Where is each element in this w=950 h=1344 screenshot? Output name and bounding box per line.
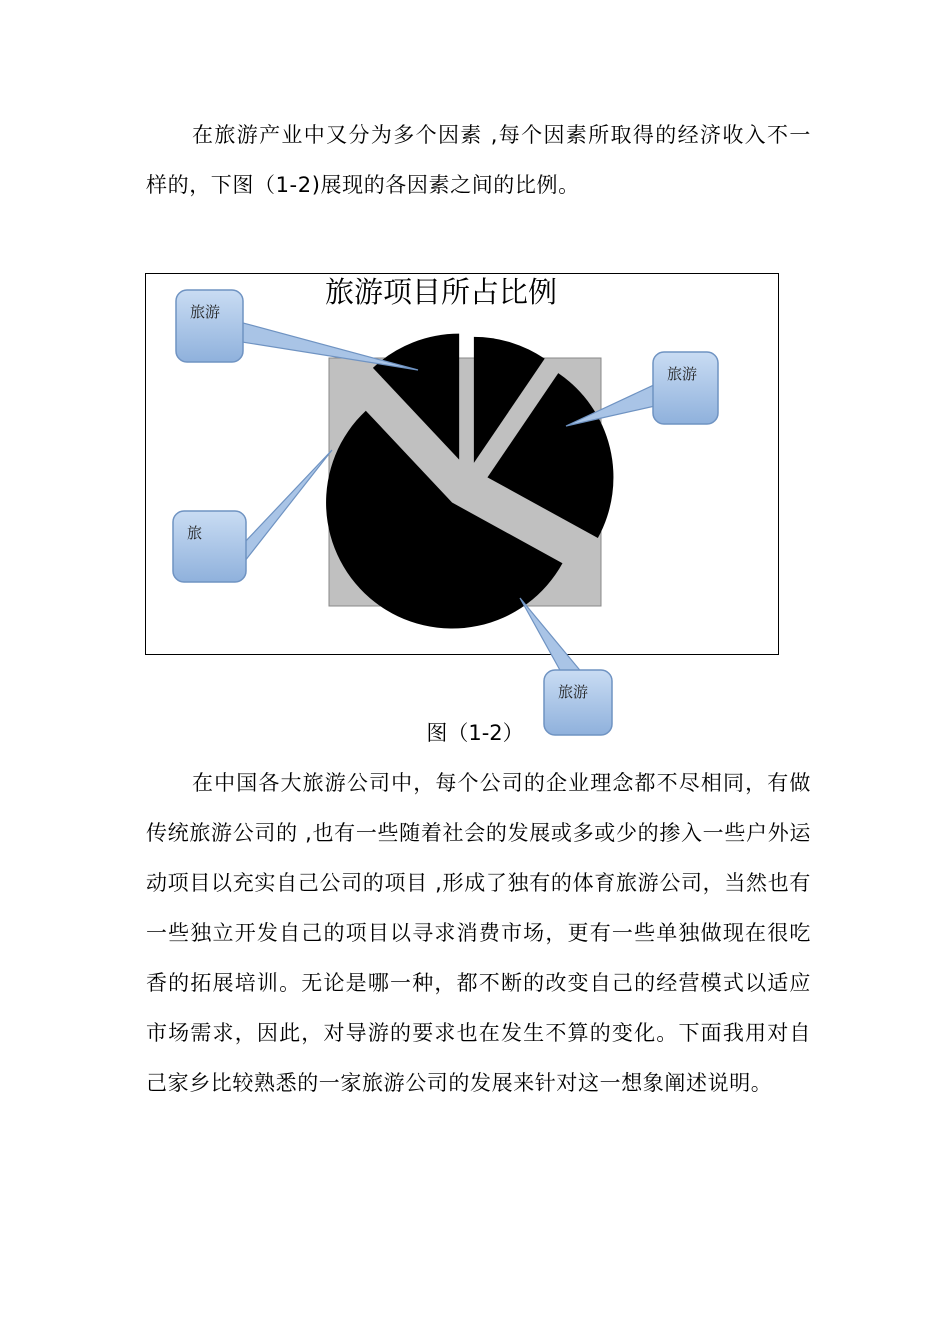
callout-box xyxy=(653,352,718,424)
figure-caption: 图（1-2） xyxy=(426,721,524,745)
intro-paragraph: 在旅游产业中又分为多个因素 ,每个因素所取得的经济收入不一样的，下图（1-2)展现的各因素之间的比例。 xyxy=(146,123,811,197)
callout-box xyxy=(173,511,246,582)
callout-label: 旅 xyxy=(187,524,203,542)
chart-title: 旅游项目所占比例 xyxy=(324,275,558,309)
callout-box xyxy=(176,290,243,362)
callout-label: 旅游 xyxy=(190,303,221,321)
callout-label: 旅游 xyxy=(558,683,589,701)
body-paragraph: 在中国各大旅游公司中，每个公司的企业理念都不尽相同，有做传统旅游公司的 ,也有一些随着社会的发展或多或少的掺入一些户外运动项目以充实自己公司的项目 ,形成了独有的体育旅游公司，当然也有一些独立开发自己的项目以寻求消费市场，更有一些单独做现在很吃香的拓展培训。无论是哪一种，都不断的改变自己的经营模式以适应市场需求，因此，对导游的要求也在发生不算的变化。下面我用对自己家乡比较熟悉的一家旅游公司的发展来针对这一想象阐述说明。 xyxy=(146,771,811,1095)
callout-label: 旅游 xyxy=(667,365,698,383)
